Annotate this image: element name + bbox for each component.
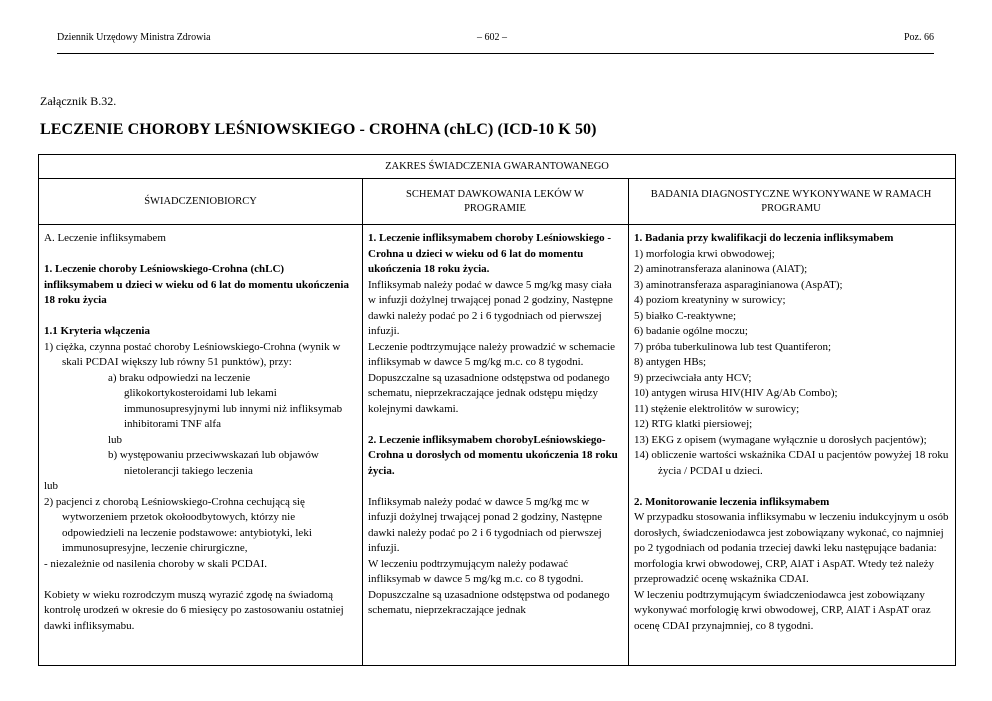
list-item: 11) stężenie elektrolitów w surowicy; [634,402,800,415]
dosing-section-2-title: 2. Leczenie infliksymabem chorobyLeśniowskiego-Crohna u dorosłych od momentu ukończenia 18 roku życia. [368,433,618,477]
position-number: Poz. 66 [904,32,934,43]
list-item: 3) aminotransferaza asparaginianowa (AspAT); [634,278,843,291]
contraception-note: Kobiety w wieku rozrodczym muszą wyrazić zgodę na świadomą kontrolę urodzeń w okresie do 6 miesięcy po zastosowaniu ostatniej dawki infliksymabu. [44,588,344,632]
dosing-section-2-paragraph: W leczeniu podtrzymującym należy podawać infliksymab w dawce 5 mg/kg m.c. co 8 tygodni. [368,557,584,585]
document-title: LECZENIE CHOROBY LEŚNIOWSKIEGO - CROHNA (chLC) (ICD-10 K 50) [40,121,597,138]
diagnostics-section-2-title: 2. Monitorowanie leczenia infliksymabem [634,495,830,508]
list-item: 13) EKG z opisem (wymagane wyłącznie u dorosłych pacjentów); [634,433,927,446]
program-table [38,154,956,666]
list-item: 2) aminotransferaza alaninowa (AlAT); [634,263,808,275]
dosing-section-2-paragraph: Dopuszczalne są uzasadnione odstępstwa od podanego schematu, nieprzekraczające jednak [368,588,610,616]
header-rule [57,53,934,54]
dosing-section-1-paragraph: Infliksymab należy podać w dawce 5 mg/kg masy ciała w infuzji dożylnej trwającej ponad 2 godziny, Następne dawki należy podać po 2 i 6 tygodniach od pierwszej infuzji. [368,278,613,337]
column-header-beneficiaries: ŚWIADCZENIOBIORCY [144,195,257,207]
inclusion-criteria-title: 1.1 Kryteria włączenia [44,325,150,337]
column-header-diagnostics: BADANIA DIAGNOSTYCZNE WYKONYWANE W RAMACH PROGRAMU [650,188,932,214]
page-number: – 602 – [477,32,507,43]
table-caption: ZAKRES ŚWIADCZENIA GWARANTOWANEGO [39,155,955,179]
list-item: 4) poziom kreatyniny w surowicy; [634,294,786,306]
section-1-title: 1. Leczenie choroby Leśniowskiego-Crohna (chLC) infliksymabem u dzieci w wieku od 6 lat do momentu ukończenia 18 roku życia [44,263,349,306]
criterion-2: 2) pacjenci z chorobą Leśniowskiego-Crohna cechującą się wytworzeniem przetok okołoodbytowych, którzy nie odpowiedzieli na leczenie podstawowe: antybiotyki, leki immunosupresyjne, leczenie chirurgiczne, [44,495,312,554]
criterion-1: 1) ciężka, czynna postać choroby Leśniowskiego-Crohna (wynik w skali PCDAI większy lub równy 51 punktów), przy: [44,340,341,368]
dosing-section-2-paragraph: Infliksymab należy podać w dawce 5 mg/kg mc w infuzji dożylnej trwającej ponad 2 godziny, Następne dawki należy podać po 2 i 6 tygodniach od pierwszej infuzji. [368,495,603,554]
or-connector: lub [44,480,59,492]
column-divider [362,179,363,665]
journal-name: Dziennik Urzędowy Ministra Zdrowia [57,32,211,43]
monitoring-paragraph: W leczeniu podtrzymującym świadczeniodawca jest zobowiązany wykonywać morfologię krwi obwodowej, CRP, AlAT i AspAT oraz ocenę CDAI przynajmniej, co 8 tygodni. [634,588,931,632]
list-item: 10) antygen wirusa HIV(HIV Ag/Ab Combo); [634,387,838,399]
list-item: 7) próba tuberkulinowa lub test Quantiferon; [634,340,832,353]
list-item: 9) przeciwciała anty HCV; [634,371,752,384]
list-item: 12) RTG klatki piersiowej; [634,418,753,430]
criterion-1a: a) braku odpowiedzi na leczenie glikokortykosteroidami lub lekami immunosupresyjnymi lub innymi niż infliksymab inhibitorami TNF alfa [108,371,343,430]
column-header-dosing: SCHEMAT DAWKOWANIA LEKÓW W PROGRAMIE [406,188,584,214]
or-connector: lub [108,433,123,446]
list-item: 5) białko C-reaktywne; [634,309,737,322]
list-item: 1) morfologia krwi obwodowej; [634,247,775,260]
dosing-section-1-title: 1. Leczenie infliksymabem choroby Leśniowskiego - Crohna u dzieci w wieku od 6 lat do momentu ukończenia 18 roku życia. [368,232,612,275]
section-a-title: A. Leczenie infliksymabem [44,232,166,244]
dosing-column [368,231,620,619]
dosing-section-1-paragraph: Leczenie podtrzymujące należy prowadzić w schemacie infliksymab w dawce 5 mg/kg m.c. co 8 tygodni. [368,340,616,368]
diagnostics-section-1-title: 1. Badania przy kwalifikacji do leczenia infliksymabem [634,232,894,244]
list-item: 14) obliczenie wartości wskaźnika CDAI u pacjentów powyżej 18 roku życia / PCDAI u dzieci. [634,449,949,477]
header-row-divider [39,224,955,225]
diagnostics-column [634,231,952,634]
beneficiaries-column [44,231,356,634]
monitoring-paragraph: W przypadku stosowania infliksymabu w leczeniu indukcyjnym u osób dorosłych, świadczeniodawca jest zobowiązany wykonać, co najmniej po 2 tygodniach od podania trzeciej dawki leku następujące badania: morfologia krwi obwodowej, CRP, AlAT i AspAT. Wtedy też należy przeprowadzić ocenę wskaźnika CDAI. [634,511,949,585]
list-item: 6) badanie ogólne moczu; [634,325,748,337]
dosing-section-1-paragraph: Dopuszczalne są uzasadnione odstępstwa od podanego schematu, nieprzekraczające jednak odstępu między kolejnymi dawkami. [368,371,610,415]
column-divider [628,179,629,665]
list-item: 8) antygen HBs; [634,356,707,368]
annex-label: Załącznik B.32. [40,94,117,108]
criterion-1b: b) występowaniu przeciwwskazań lub objawów nietolerancji takiego leczenia [108,449,319,477]
criterion-3: - niezależnie od nasilenia choroby w skali PCDAI. [44,557,267,570]
